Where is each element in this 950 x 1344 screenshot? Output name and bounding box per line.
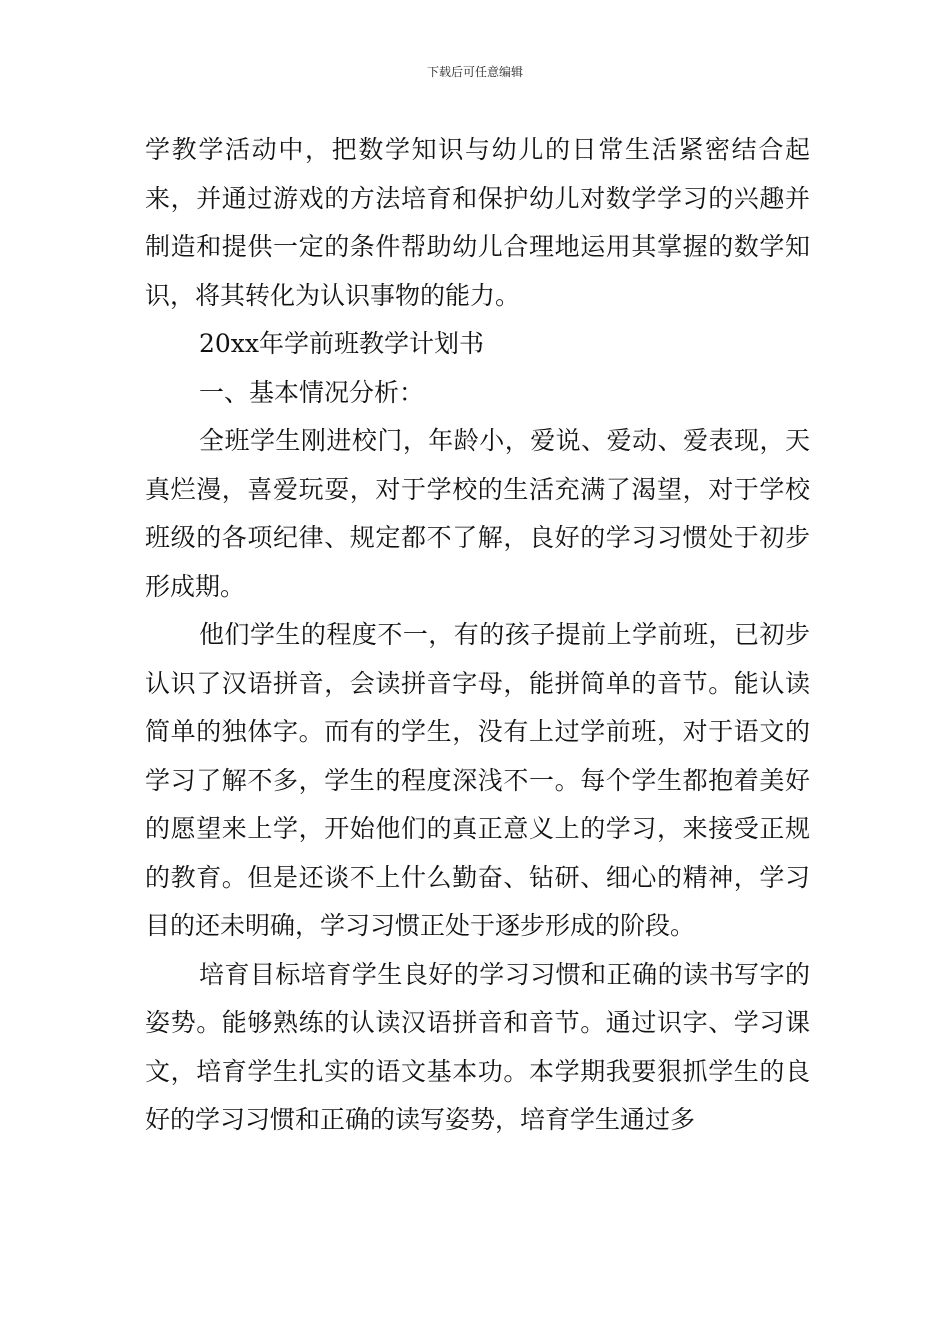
paragraph-training-goals: 培育目标培育学生良好的学习习惯和正确的读书写字的姿势。能够熟练的认读汉语拼音和音节。通过识字、学习课文，培育学生扎实的语文基本功。本学期我要狠抓学生的良好的学习习惯和正确的读写姿势，培育学生通过多 [145, 959, 810, 1134]
page-header: 下载后可任意编辑 [426, 65, 523, 79]
document-body [145, 126, 810, 1145]
paragraph-continuation: 学教学活动中，把数学知识与幼儿的日常生活紧密结合起来，并通过游戏的方法培育和保护幼儿对数学学习的兴趣并制造和提供一定的条件帮助幼儿合理地运用其掌握的数学知识，将其转化为认识事物的能力。 [145, 135, 810, 310]
section-heading: 一、基本情况分析： [199, 377, 425, 407]
paragraph-class-situation: 全班学生刚进校门，年龄小，爱说、爱动、爱表现，天真烂漫，喜爱玩耍，对于学校的生活充满了渴望，对于学校班级的各项纪律、规定都不了解，良好的学习习惯处于初步形成期。 [145, 426, 810, 601]
section-title: 20xx年学前班教学计划书 [199, 329, 485, 358]
paragraph-student-levels: 他们学生的程度不一，有的孩子提前上学前班，已初步认识了汉语拼音，会读拼音字母，能拼简单的音节。能认读简单的独体字。而有的学生，没有上过学前班，对于语文的学习了解不多，学生的程度深浅不一。每个学生都抱着美好的愿望来上学，开始他们的真正意义上的学习，来接受正规的教育。但是还谈不上什么勤奋、钻研、细心的精神，学习目的还未明确，学习习惯正处于逐步形成的阶段。 [145, 620, 810, 940]
